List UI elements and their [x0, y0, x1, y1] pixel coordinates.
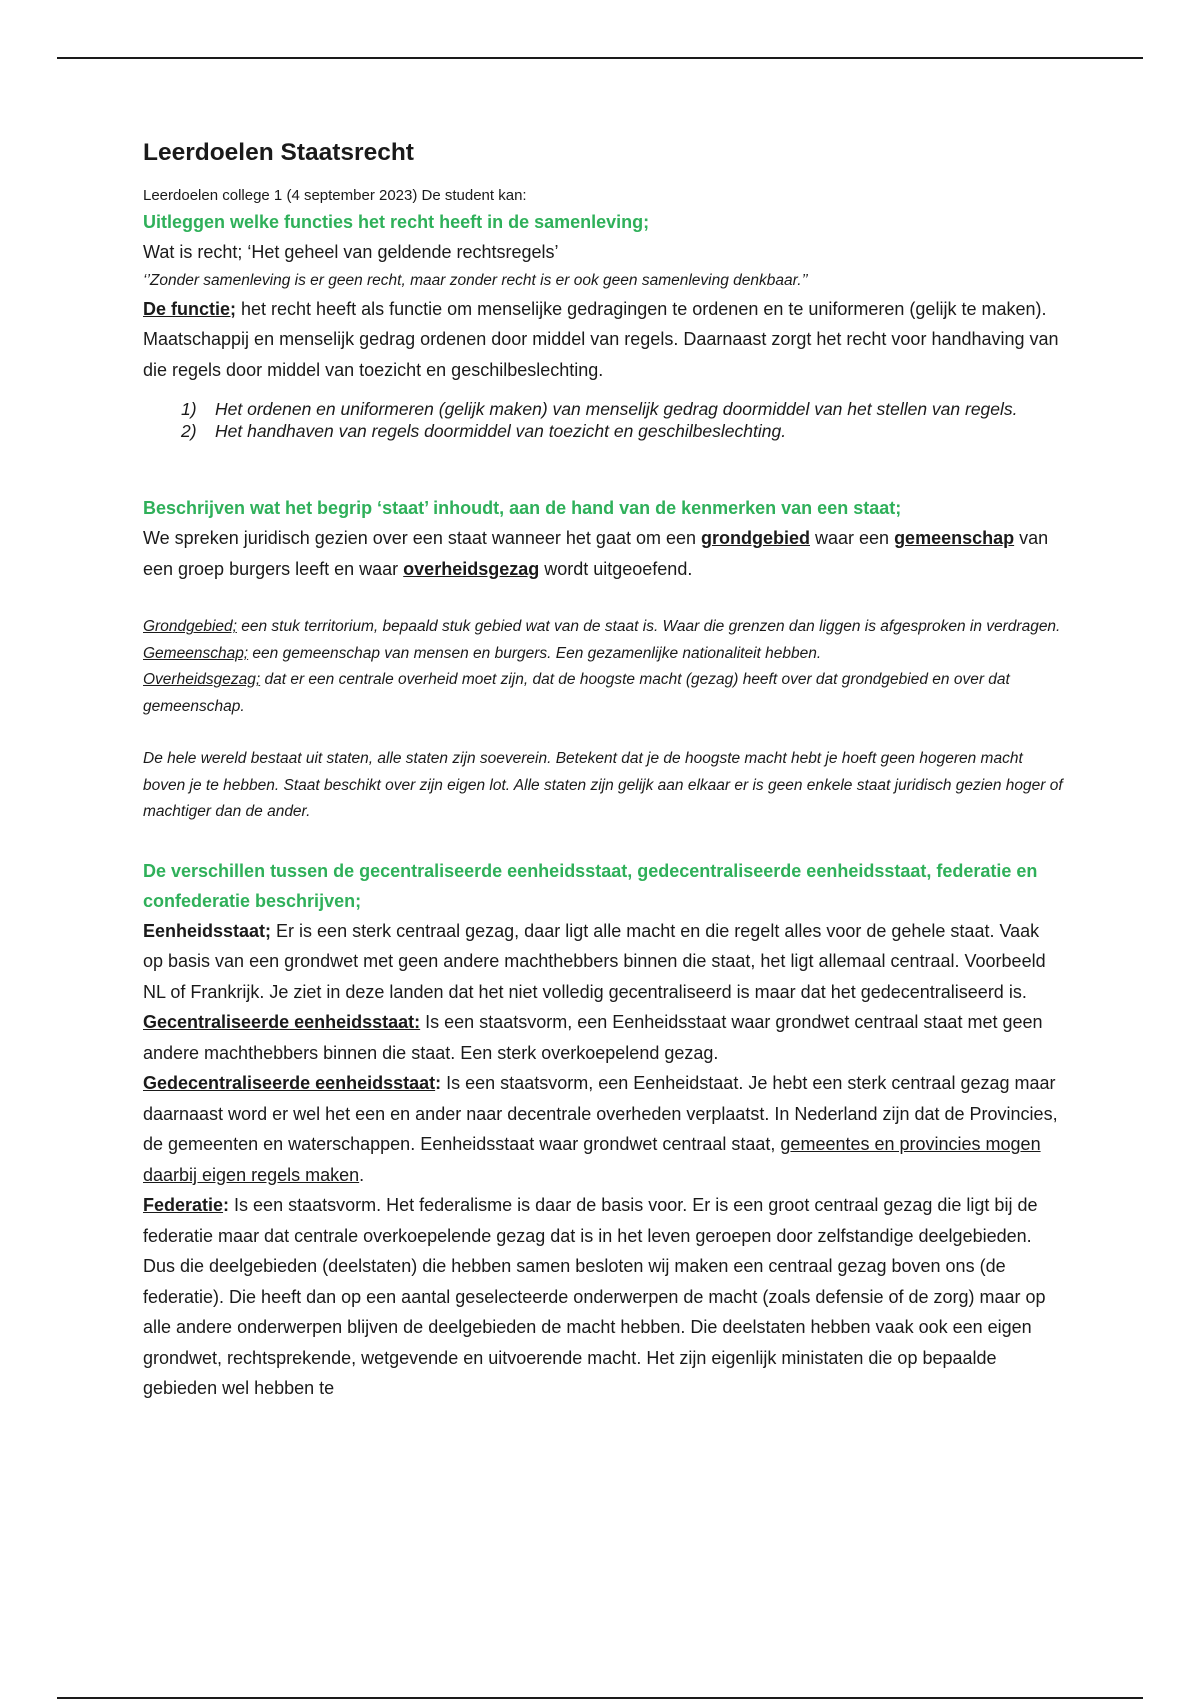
page-title: Leerdoelen Staatsrecht [143, 139, 414, 166]
definition-gemeenschap: Gemeenschap; een gemeenschap van mensen en burgers. Een gezamenlijke nationaliteit hebben. [143, 644, 822, 662]
function-paragraph [143, 294, 1063, 386]
function-text: het recht heeft als functie om menselijke gedragingen te ordenen en te uniformeren (gelijk te maken). Maatschappij en menselijk gedrag ordenen door middel van regels. Daarnaast zorgt het recht voor handhaving van die regels door middel van toezicht en geschilbeslechting. [143, 298, 1059, 380]
gedecentraliseerde-paragraph: Gedecentraliseerde eenheidsstaat: Is een staatsvorm, een Eenheidstaat. Je hebt een sterk centraal gezag maar daarnaast word er wel het een en ander naar decentrale overheden verplaatst. In Nederland zijn dat de Provincies, de gemeenten en waterschappen. Eenheidsstaat waar grondwet centraal staat, gemeentes en provincies mogen daarbij eigen regels maken. [143, 1073, 1058, 1185]
quote-line: ‘’Zonder samenleving is er geen recht, maar zonder recht is er ook geen samenleving denkbaar.’’ [143, 271, 808, 289]
definition-overheidsgezag: Overheidsgezag; dat er een centrale overheid moet zijn, dat de hoogste macht (gezag) heeft over dat grondgebied en over dat gemeenschap. [143, 671, 1010, 715]
federatie-paragraph: Federatie: Is een staatsvorm. Het federalisme is daar de basis voor. Er is een groot centraal gezag die ligt bij de federatie maar dat centrale overkoepelende gezag dat is in het leven geroepen door zelfstandige deelgebieden. Dus die deelgebieden (deelstaten) die hebben samen besloten wij maken een centraal gezag boven ons (de federatie). Die heeft dan op een aantal geselecteerde onderwerpen de macht (zoals defensie of de zorg) maar op alle andere onderwerpen blijven de deelgebieden de macht hebben. Die deelstaten hebben vaak ook een eigen grondwet, rechtsprekende, wetgevende en uitvoerende macht. Het zijn eigenlijk ministaten die op bepaalde gebieden wel hebben te [143, 1195, 1046, 1399]
definition-line: Wat is recht; ‘Het geheel van geldende rechtsregels’ [143, 242, 559, 263]
function-list [143, 399, 1063, 442]
state-paragraph: We spreken juridisch gezien over een staat wanneer het gaat om een grondgebied waar een gemeenschap van een groep burgers leeft en waar overheidsgezag wordt uitgeoefend. [143, 528, 1049, 579]
intro-line: Leerdoelen college 1 (4 september 2023) De student kan: [143, 187, 527, 205]
sovereignty-paragraph: De hele wereld bestaat uit staten, alle staten zijn soeverein. Betekent dat je de hoogste macht hebt je hoeft geen hogeren macht boven je te hebben. Staat beschikt over zijn eigen lot. Alle staten zijn gelijk aan elkaar er is geen enkele staat juridisch gezien hoger of machtiger dan de ander. [143, 750, 1063, 821]
section2-heading: Beschrijven wat het begrip ‘staat’ inhoudt, aan de hand van de kenmerken van een staat; [143, 498, 902, 519]
gecentraliseerde-paragraph: Gecentraliseerde eenheidsstaat: Is een staatsvorm, een Eenheidsstaat waar grondwet centraal staat met geen andere machthebbers binnen die staat. Een sterk overkoepelend gezag. [143, 1012, 1043, 1063]
definition-grondgebied: Grondgebied; een stuk territorium, bepaald stuk gebied wat van de staat is. Waar die grenzen dan liggen is afgesproken in verdragen. [143, 618, 1061, 636]
list-item: 2) Het handhaven van regels doormiddel van toezicht en geschilbeslechting. [181, 421, 787, 442]
section3-heading: De verschillen tussen de gecentraliseerde eenheidsstaat, gedecentraliseerde eenheidsstaat, federatie en confederatie beschrijven; [143, 860, 1038, 911]
term-overheidsgezag: overheidsgezag [403, 558, 540, 579]
function-term: De functie; [143, 298, 237, 319]
term-grondgebied: grondgebied [701, 528, 810, 549]
section1-heading: Uitleggen welke functies het recht heeft in de samenleving; [143, 212, 650, 233]
header-rule [57, 57, 1143, 59]
document-body [143, 138, 1063, 1404]
eenheidsstaat-paragraph: Eenheidsstaat; Er is een sterk centraal gezag, daar ligt alle macht en die regelt alles voor de gehele staat. Vaak op basis van een grondwet met geen andere machthebbers binnen die staat, het ligt allemaal centraal. Voorbeeld NL of Frankrijk. Je ziet in deze landen dat het niet volledig gecentraliseerd is maar dat het gedecentraliseerd is. [143, 920, 1046, 1002]
term-gemeenschap: gemeenschap [894, 528, 1015, 549]
list-item: 1) Het ordenen en uniformeren (gelijk maken) van menselijk gedrag doormiddel van het stellen van regels. [181, 399, 1018, 420]
footer-rule [57, 1697, 1143, 1699]
